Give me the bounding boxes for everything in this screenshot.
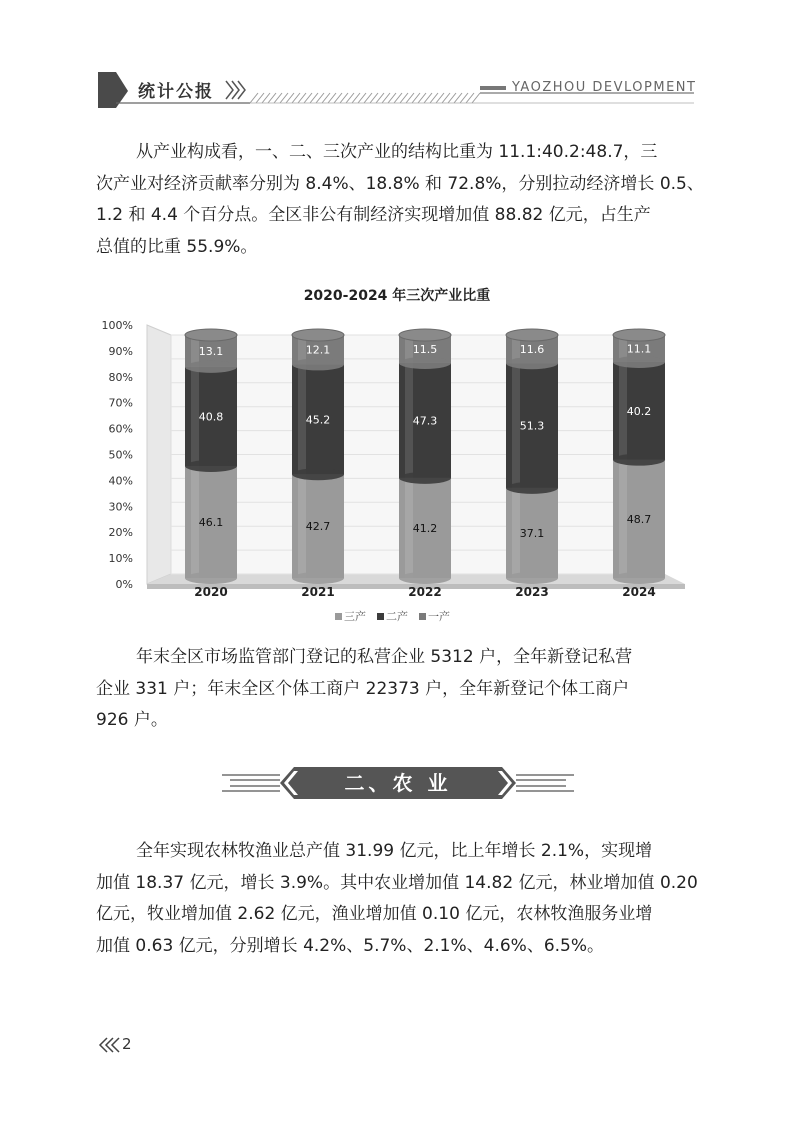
bar-segment-cap xyxy=(399,572,451,584)
bar-top-cap xyxy=(399,329,451,341)
bar-value-label: 47.3 xyxy=(412,414,438,428)
header-decoration xyxy=(0,0,794,120)
bar-segment-cap xyxy=(613,356,665,368)
stacked-bar-chart xyxy=(0,300,794,640)
bar-segment-cap xyxy=(185,361,237,373)
bar-top-cap xyxy=(292,329,344,341)
y-tick-label: 10% xyxy=(108,552,133,566)
bar-value-label: 12.1 xyxy=(305,343,331,357)
paragraph-enterprises xyxy=(96,642,698,737)
y-tick-label: 50% xyxy=(108,448,133,462)
bar-segment-cap xyxy=(399,472,451,484)
text-line: 全年实现农林牧渔业总产值 31.99 亿元，比上年增长 2.1%，实现增 xyxy=(136,841,653,861)
bar-segment-cap xyxy=(185,460,237,472)
header-hatch xyxy=(250,93,480,103)
section-title: 二、农 业 xyxy=(344,771,452,795)
text-line: 加值 18.37 亿元，增长 3.9%。其中农业增加值 14.82 亿元，林业增加值 0.20 xyxy=(96,872,698,893)
bar-value-label: 11.1 xyxy=(626,342,652,356)
legend-swatch xyxy=(377,613,384,620)
page-number: 2 xyxy=(122,1035,132,1053)
text-line: 926 户。 xyxy=(96,710,168,730)
bar-segment-cap xyxy=(399,357,451,369)
x-category-label: 2024 xyxy=(622,585,656,599)
bar-value-label: 45.2 xyxy=(305,413,331,427)
bar-value-label: 37.1 xyxy=(519,526,545,540)
chart-side-wall xyxy=(147,325,171,584)
bar-top-cap xyxy=(506,329,558,341)
legend-label: 三产 xyxy=(344,610,366,623)
legend-swatch xyxy=(335,613,342,620)
chart-title: 2020-2024 年三次产业比重 xyxy=(303,288,491,304)
y-tick-label: 30% xyxy=(108,500,133,514)
text-line: 年末全区市场监管部门登记的私营企业 5312 户，全年新登记私营 xyxy=(136,647,633,667)
bar-segment-cap xyxy=(506,572,558,584)
x-category-label: 2023 xyxy=(515,585,549,599)
legend-label: 一产 xyxy=(428,610,450,623)
text-line: 1.2 和 4.4 个百分点。全区非公有制经济实现增加值 88.82 亿元，占生产 xyxy=(96,205,651,225)
bar-value-label: 41.2 xyxy=(412,521,438,535)
bar-segment-cap xyxy=(506,357,558,369)
double-chevron-left-icon xyxy=(98,1036,120,1054)
bar-value-label: 48.7 xyxy=(626,512,652,526)
y-tick-label: 70% xyxy=(108,396,133,410)
y-tick-label: 60% xyxy=(108,422,133,436)
legend-label: 二产 xyxy=(386,610,408,623)
text-line: 从产业构成看，一、二、三次产业的结构比重为 11.1:40.2:48.7，三 xyxy=(136,142,658,162)
bar-value-label: 42.7 xyxy=(305,520,331,534)
bar-segment-cap xyxy=(506,482,558,494)
bar-value-label: 13.1 xyxy=(198,344,224,358)
y-tick-label: 100% xyxy=(101,319,133,332)
x-category-label: 2020 xyxy=(194,585,228,599)
y-tick-label: 90% xyxy=(108,344,133,358)
text-line: 总值的比重 55.9%。 xyxy=(96,236,258,257)
bar-top-cap xyxy=(613,329,665,341)
bar-value-label: 46.1 xyxy=(198,515,224,529)
bar-segment-cap xyxy=(292,572,344,584)
header-subtitle: YAOZHOU DEVLOPMENT xyxy=(512,80,697,95)
text-line: 企业 331 户；年末全区个体工商户 22373 户，全年新登记个体工商户 xyxy=(96,678,630,699)
x-category-label: 2021 xyxy=(301,585,335,599)
bar-segment-cap xyxy=(613,572,665,584)
bar-segment-cap xyxy=(613,454,665,466)
bar-segment-cap xyxy=(292,468,344,480)
bar-segment-cap xyxy=(185,572,237,584)
bar-value-label: 11.6 xyxy=(519,343,545,357)
bar-value-label: 51.3 xyxy=(519,419,545,433)
bar-value-label: 40.2 xyxy=(626,404,652,418)
page-header xyxy=(0,0,794,120)
header-bar-mark xyxy=(480,86,506,90)
x-category-label: 2022 xyxy=(408,585,442,599)
header-chevrons xyxy=(226,81,245,99)
bar-value-label: 11.5 xyxy=(412,342,438,356)
y-tick-label: 80% xyxy=(108,370,133,384)
text-line: 次产业对经济贡献率分别为 8.4%、18.8% 和 72.8%，分别拉动经济增长 0.5、 xyxy=(96,173,704,194)
bar-segment-cap xyxy=(292,358,344,370)
paragraph-industry-structure xyxy=(96,137,704,263)
paragraph-agriculture xyxy=(96,836,698,962)
legend-swatch xyxy=(419,613,426,620)
bar-value-label: 40.8 xyxy=(198,410,224,424)
y-tick-label: 0% xyxy=(115,578,133,591)
text-line: 加值 0.63 亿元，分别增长 4.2%、5.7%、2.1%、4.6%、6.5%。 xyxy=(96,935,605,956)
bar-top-cap xyxy=(185,329,237,341)
header-title: 统计公报 xyxy=(138,82,214,102)
y-tick-label: 20% xyxy=(108,526,133,540)
y-tick-label: 40% xyxy=(108,474,133,488)
text-line: 亿元，牧业增加值 2.62 亿元，渔业增加值 0.10 亿元，农林牧渔服务业增 xyxy=(96,904,653,924)
